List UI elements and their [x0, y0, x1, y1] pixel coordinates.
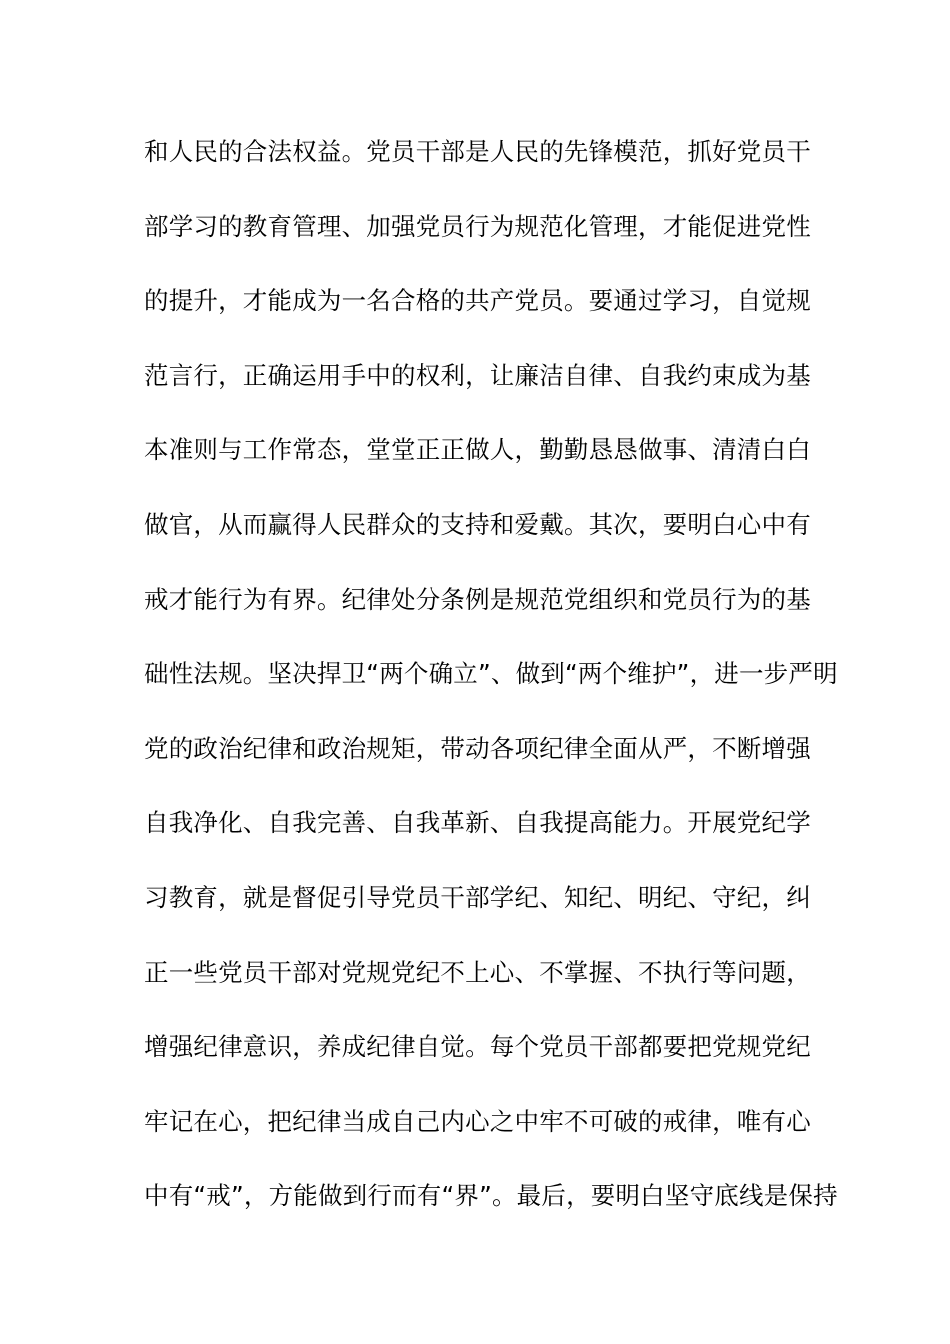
text-line: 础性法规。坚决捍卫“两个确立”、做到“两个维护”，进一步严明	[144, 659, 838, 689]
text-line: 习教育，就是督促引导党员干部学纪、知纪、明纪、守纪，纠	[144, 882, 811, 912]
text-line: 中有“戒”，方能做到行而有“界”。最后，要明白坚守底线是保持	[144, 1181, 838, 1211]
text-line: 正一些党员干部对党规党纪不上心、不掌握、不执行等问题，	[144, 957, 811, 987]
text-line: 部学习的教育管理、加强党员行为规范化管理，才能促进党性	[144, 211, 811, 241]
text-line: 增强纪律意识，养成纪律自觉。每个党员干部都要把党规党纪	[144, 1032, 811, 1062]
text-line: 做官，从而赢得人民群众的支持和爱戴。其次，要明白心中有	[144, 509, 811, 539]
text-line: 戒才能行为有界。纪律处分条例是规范党组织和党员行为的基	[144, 584, 811, 614]
text-line: 牢记在心，把纪律当成自己内心之中牢不可破的戒律，唯有心	[144, 1106, 811, 1136]
text-line: 本准则与工作常态，堂堂正正做人，勤勤恳恳做事、清清白白	[144, 435, 811, 465]
text-line: 的提升，才能成为一名合格的共产党员。要通过学习，自觉规	[144, 286, 811, 316]
text-line: 和人民的合法权益。党员干部是人民的先锋模范，抓好党员干	[144, 137, 811, 166]
text-line: 范言行，正确运用手中的权利，让廉洁自律、自我约束成为基	[144, 360, 811, 390]
body-text	[144, 130, 838, 1249]
text-line: 自我净化、自我完善、自我革新、自我提高能力。开展党纪学	[144, 808, 811, 838]
text-line: 党的政治纪律和政治规矩，带动各项纪律全面从严，不断增强	[144, 733, 811, 763]
